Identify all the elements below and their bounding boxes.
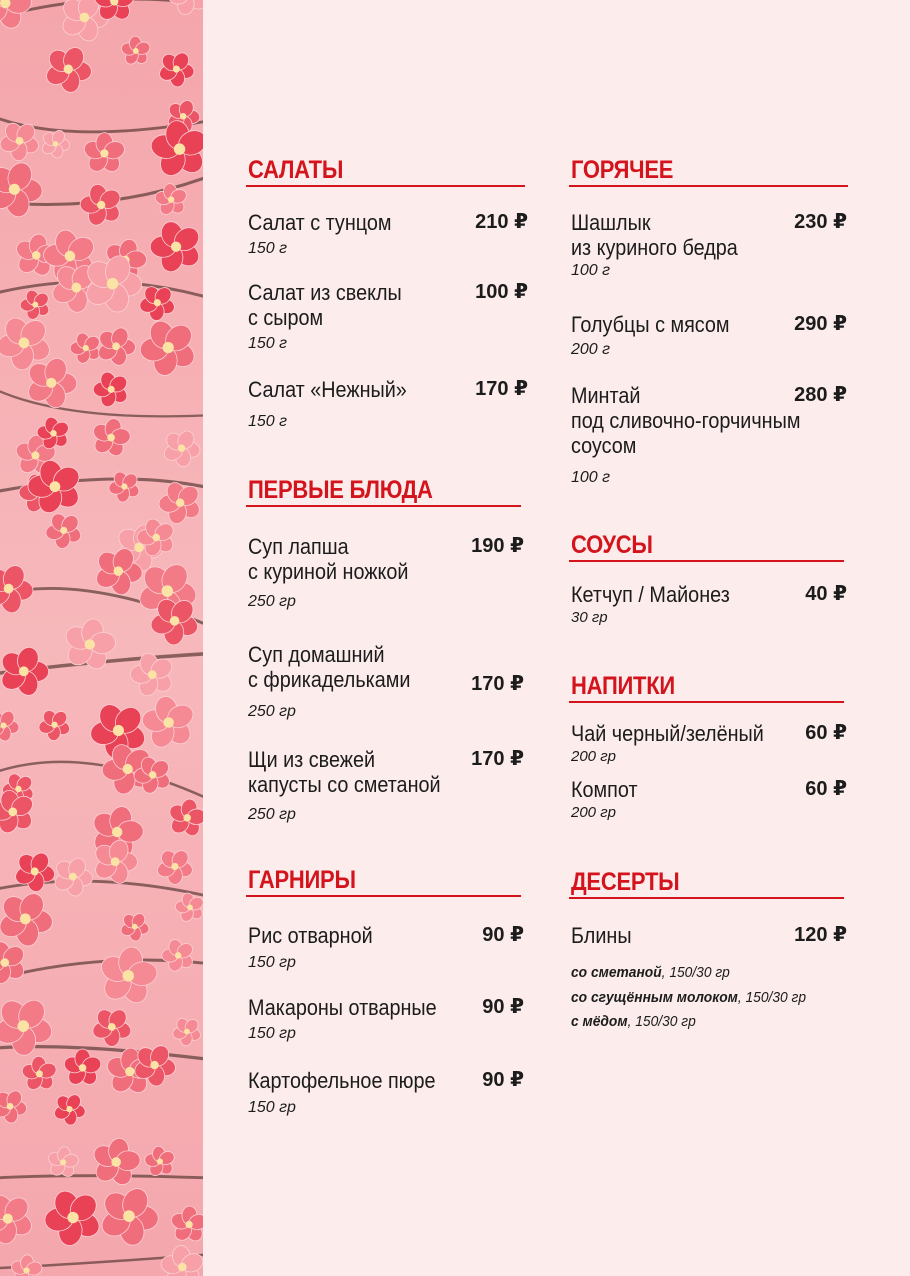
- dessert-option: [571, 960, 730, 985]
- menu-item-name: Салат с тунцом: [248, 210, 392, 235]
- menu-item-name: Картофельное пюре: [248, 1068, 436, 1093]
- menu-item-meatball-soup: [248, 642, 524, 720]
- dessert-option-name: со сгущённым молоком: [571, 989, 738, 1006]
- section-title-sides: ГАРНИРЫ: [248, 866, 356, 894]
- section-hot: [571, 155, 851, 187]
- menu-item-price: 170 ₽: [475, 378, 528, 400]
- menu-item-compote: [571, 777, 847, 821]
- menu-item-weight: 150 г: [248, 413, 288, 430]
- dessert-option-name: со сметаной: [571, 964, 662, 981]
- menu-item-name: Блины: [571, 923, 632, 948]
- menu-item-price: 290 ₽: [794, 313, 847, 335]
- dessert-option: [571, 1009, 696, 1034]
- section-underline: [569, 897, 844, 899]
- menu-item-price: 170 ₽: [471, 673, 524, 695]
- menu-item-name: из куриного бедра: [571, 235, 738, 260]
- menu-item-name: соусом: [571, 433, 637, 458]
- menu-item-cabbage-soup: [248, 747, 524, 823]
- section-desserts: [571, 867, 851, 899]
- menu-item-price: 190 ₽: [471, 535, 524, 557]
- menu-item-name: Минтай: [571, 383, 641, 408]
- menu-item-weight: 250 гр: [248, 806, 296, 823]
- menu-item-name: Суп домашний: [248, 642, 385, 667]
- menu-item-price: 90 ₽: [482, 924, 524, 946]
- menu-item-price: 120 ₽: [794, 924, 847, 946]
- menu-item-price: 60 ₽: [805, 722, 847, 744]
- section-title-drinks: НАПИТКИ: [571, 672, 675, 700]
- menu-item-weight: 150 г: [248, 335, 288, 352]
- menu-item-name: Суп лапша: [248, 534, 349, 559]
- menu-item-weight: 30 гр: [571, 609, 608, 626]
- blossom-illustration: [0, 0, 203, 1276]
- menu-item-name: с фрикадельками: [248, 667, 411, 692]
- menu-item-rice: [248, 923, 524, 971]
- dessert-option-weight: , 150/30 гр: [737, 989, 807, 1006]
- menu-item-name: под сливочно-горчичным: [571, 408, 801, 433]
- menu-item-name: Кетчуп / Майонез: [571, 582, 730, 607]
- menu-item-name: Чай черный/зелёный: [571, 721, 764, 746]
- menu-item-price: 280 ₽: [794, 384, 847, 406]
- menu-item-pasta: [248, 995, 524, 1042]
- menu-item-weight: 150 гр: [248, 954, 296, 971]
- menu-item-salad-beet: [248, 280, 528, 352]
- menu-item-name: Салат «Нежный»: [248, 377, 407, 402]
- menu-item-name: Рис отварной: [248, 923, 373, 948]
- menu-item-price: 210 ₽: [475, 211, 528, 233]
- section-first-courses: [248, 475, 528, 507]
- section-title-first-courses: ПЕРВЫЕ БЛЮДА: [248, 476, 433, 504]
- menu-item-price: 40 ₽: [805, 583, 847, 605]
- section-title-salads: САЛАТЫ: [248, 156, 344, 184]
- menu-item-weight: 100 г: [571, 469, 611, 486]
- menu-item-mashed-potatoes: [248, 1068, 524, 1116]
- menu-item-pancakes: [571, 923, 847, 948]
- menu-item-noodle-soup: [248, 534, 524, 610]
- dessert-option-weight: , 150/30 гр: [661, 964, 730, 981]
- section-sides: [248, 865, 528, 897]
- menu-item-price: 170 ₽: [471, 748, 524, 770]
- menu-item-weight: 150 г: [248, 240, 288, 257]
- section-title-hot: ГОРЯЧЕЕ: [571, 156, 674, 184]
- menu-item-name: Макароны отварные: [248, 995, 437, 1020]
- menu-item-weight: 150 гр: [248, 1099, 296, 1116]
- menu-item-price: 90 ₽: [482, 1069, 524, 1091]
- menu-item-name: капусты со сметаной: [248, 772, 441, 797]
- menu-item-pollock: [571, 383, 847, 486]
- section-underline: [246, 185, 525, 187]
- section-title-desserts: ДЕСЕРТЫ: [571, 868, 680, 896]
- menu-item-name: Щи из свежей: [248, 747, 376, 772]
- dessert-option: [571, 985, 806, 1010]
- menu-item-price: 230 ₽: [794, 211, 847, 233]
- dessert-option-weight: , 150/30 гр: [627, 1013, 696, 1030]
- section-underline: [246, 505, 521, 507]
- menu-item-name: Шашлык: [571, 210, 651, 235]
- section-title-sauces: СОУСЫ: [571, 531, 653, 559]
- menu-item-price: 60 ₽: [805, 778, 847, 800]
- menu-item-name: с куриной ножкой: [248, 559, 409, 584]
- menu-item-name: с сыром: [248, 305, 324, 330]
- menu-item-tea: [571, 721, 847, 765]
- menu-item-ketchup-mayo: [571, 582, 847, 626]
- section-drinks: [571, 671, 851, 703]
- menu-item-weight: 250 гр: [248, 703, 296, 720]
- menu-item-weight: 250 гр: [248, 593, 296, 610]
- section-salads: [248, 155, 528, 187]
- menu-item-weight: 150 гр: [248, 1025, 296, 1042]
- dessert-option-name: с мёдом: [571, 1013, 628, 1030]
- menu-item-weight: 200 г: [571, 341, 611, 358]
- section-underline: [246, 895, 521, 897]
- menu-item-name: Салат из свеклы: [248, 280, 402, 305]
- section-underline: [569, 701, 844, 703]
- menu-item-name: Голубцы с мясом: [571, 312, 730, 337]
- menu-item-name: Компот: [571, 777, 638, 802]
- section-underline: [569, 185, 848, 187]
- section-sauces: [571, 530, 851, 562]
- menu-item-weight: 100 г: [571, 262, 611, 279]
- menu-item-price: 100 ₽: [475, 281, 528, 303]
- menu-item-price: 90 ₽: [482, 996, 524, 1018]
- menu-item-salad-tender: [248, 377, 528, 430]
- menu-item-shashlik: [571, 210, 847, 279]
- pink-blossom-branches-image: [0, 0, 203, 1276]
- menu-item-salad-tuna: [248, 210, 528, 257]
- menu-item-weight: 200 гр: [571, 748, 616, 765]
- menu-item-cabbage-rolls: [571, 312, 847, 358]
- section-underline: [569, 560, 844, 562]
- menu-item-weight: 200 гр: [571, 804, 616, 821]
